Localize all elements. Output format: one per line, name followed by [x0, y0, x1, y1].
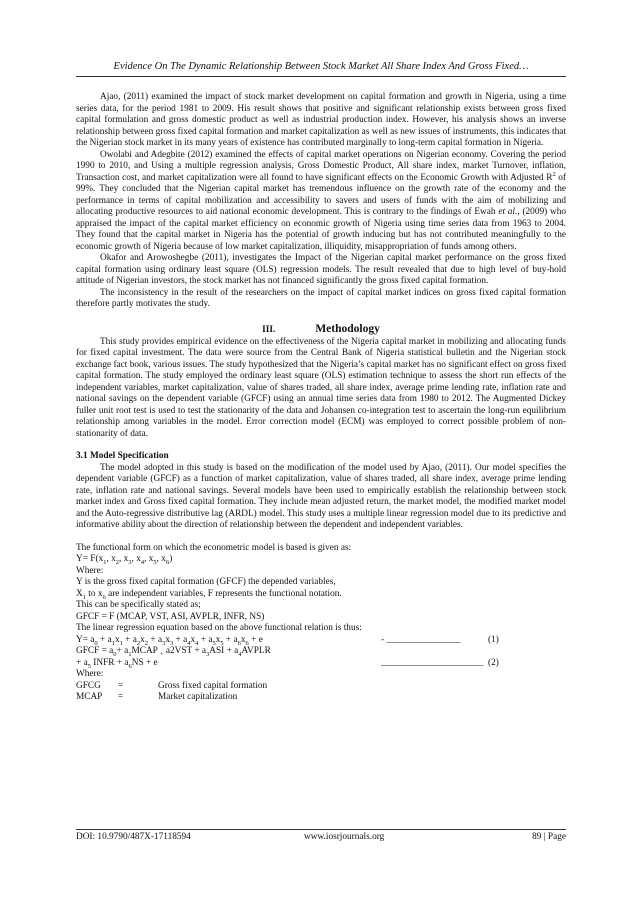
paragraph-ajao: Ajao, (2011) examined the impact of stock market development on capital formation and growth in Nigeria, using a time series data, for the period 1981 to 2009. His result shows that positive and significant relationship exists between gross fixed capital formulation and gross domestic product as well as industrial production index. However, his analysis shows an inverse relationship between gross fixed capital formation and market capitalization as well as new issues of instruments, this indicates that the Nigerian stock market in its many years of existence has contributed marginally to long-term capital formation in Nigeria.	[76, 92, 566, 148]
paragraph-methodology: This study provides empirical evidence on the effectiveness of the Nigeria capital market in mobilizing and allocating funds for fixed capital investment. The data were source from the Central Bank of Nigeria statistical bulletin and the Nigerian stock exchange fact book, various issues. The study hypothesized that the Nigeria’s capital market has no significant effect on gross fixed capital formation. The study employed the ordinary least square (OLS) estimation technique to assess the short run effects of the independent variables, market capitalization, value of shares traded, all share index, average prime lending rate, inflation rate and national savings on the dependent variable (GFCF) using an annual time series data from 1980 to 2012. The Augmented Dickey fuller unit root test is used to test the stationarity of the data and Johansen co-integration test to ascertain the long-run equilibrium relationship among variables in the model. Error correction model (ECM) was employed to correct possible problem of non-stationarity of data.	[76, 336, 566, 439]
definition-row: GFCG = Gross fixed capital formation	[76, 680, 268, 691]
equation-1: $Y= a_0 + a_1x_1 + a_2x_2 + a_3x_3 + a_4x_4 + a_5x_5 + a_6x_6 + e$ - ________________ (1)	[76, 634, 499, 647]
footer-divider	[76, 829, 566, 830]
y-definition: Y is the gross fixed capital formation (GFCF) the depended variables,	[76, 577, 336, 587]
section-title: Methodology	[315, 322, 380, 335]
section-heading	[76, 322, 566, 337]
definition-row: MCAP = Market capitalization	[76, 692, 238, 702]
regression-intro: The linear regression equation based on the above functional relation is thus:	[76, 623, 362, 633]
equation-2-number: (2)	[488, 657, 499, 668]
page-number: 89 | Page	[532, 832, 566, 842]
paragraph-model-specification: The model adopted in this study is based on the modification of the model used by Ajao, (2011). Our model specifies the dependent variable (GFCF) as a function of market capitalization, value of shares traded, all share index, average prime lending rate, inflation rate and national savings. Several models have been used to empirically establish the relationship between stock market index and Gross fixed capital formation. They include mean adjusted return, the market model, the modified market model and the Auto-regressive distributive lag (ARDL) model. This study uses a multiple linear regression model due to its predictive and informative ability about the direction of relationship between the dependent and independent variables.	[76, 462, 566, 530]
subsection-title: 3.1 Model Specification	[76, 451, 169, 461]
paragraph-inconsistency: The inconsistency in the result of the researchers on the impact of capital market indices on gross fixed capital formation therefore partly motivates the study.	[76, 287, 566, 309]
section-number: III.	[262, 324, 276, 335]
where-label-2: Where:	[76, 669, 104, 679]
functional-form-equation: $Y= F(x_1$, $x_2$, $x_3$, $x_4$, $x_5$, $x_6$)	[76, 554, 173, 566]
x-definition: $X_1$ to $x_6$ are independent variables, F represents the functional notation.	[76, 588, 342, 601]
equation-2-line-2: + $a_5$ INFR + $a_6NS + e$ ______________________ (2)	[76, 657, 499, 670]
equation-1-number: (1)	[488, 634, 499, 645]
paragraph-okafor: Okafor and Arowoshegbe (2011), investigates the Impact of the Nigerian capital market performance on the gross fixed capital formation using ordinary least square (OLS) regression models. The result revealed that due to high level of buy-hold attitude of Nigerian investors, the stock market has not financed significantly the gross fixed capital formation.	[76, 253, 566, 286]
functional-form-intro: The functional form on which the econometric model is based is given as:	[76, 542, 352, 553]
header-divider	[76, 76, 566, 77]
page-body	[76, 92, 566, 704]
can-be-stated: This can be specifically stated as;	[76, 600, 201, 610]
equation-2-line-1: GFCF = $a_0+$ $a_1MCAP$ $_+$ $a2VST + a_3ASI$ + $a_4AVPLR$	[76, 646, 271, 658]
journal-site: www.iosrjournals.org	[304, 832, 385, 842]
doi-text: DOI: 10.9790/487X-17118594	[76, 832, 191, 842]
gfcf-function: GFCF = F (MCAP, VST, ASI, AVPLR, INFR, NS)	[76, 611, 265, 622]
where-label-1: Where:	[76, 565, 104, 576]
equation-2-dash: ______________________	[381, 657, 484, 668]
equation-1-dash: - ________________	[381, 634, 461, 645]
running-header: Evidence On The Dynamic Relationship Between Stock Market All Share Index And Gross Fixed…	[113, 61, 529, 72]
paragraph-owolabi: Owolabi and Adegbite (2012) examined the effects of capital market operations on Nigerian economy. Covering the period 1990 to 2010, and Using a multiple regression analysis, Gross Domestic Product, All share index, market Turnover, inflation, Transaction cost, and market capitalization were all found to have significant effects on the Economic Growth with Adjusted $R^2$ of 99%. They concluded that the Nigerian capital market has tremendous influence on the growth rate of the economy and the performance in terms of capital mobilization and accessibility to savers and users of funds with the aim of mobilizing and allocating productive resources to aid national economic development. This is contrary to the findings of Ewah et al., (2009) who appraised the impact of the capital market efficiency on economic growth of Nigeria using time series data from 1963 to 2004. They found that the capital market in Nigeria has the potential of growth inducing but has not contributed meaningfully to the economic growth of Nigeria because of low market capitalization, illiquidity, misappropriation of funds among others.	[76, 149, 567, 252]
